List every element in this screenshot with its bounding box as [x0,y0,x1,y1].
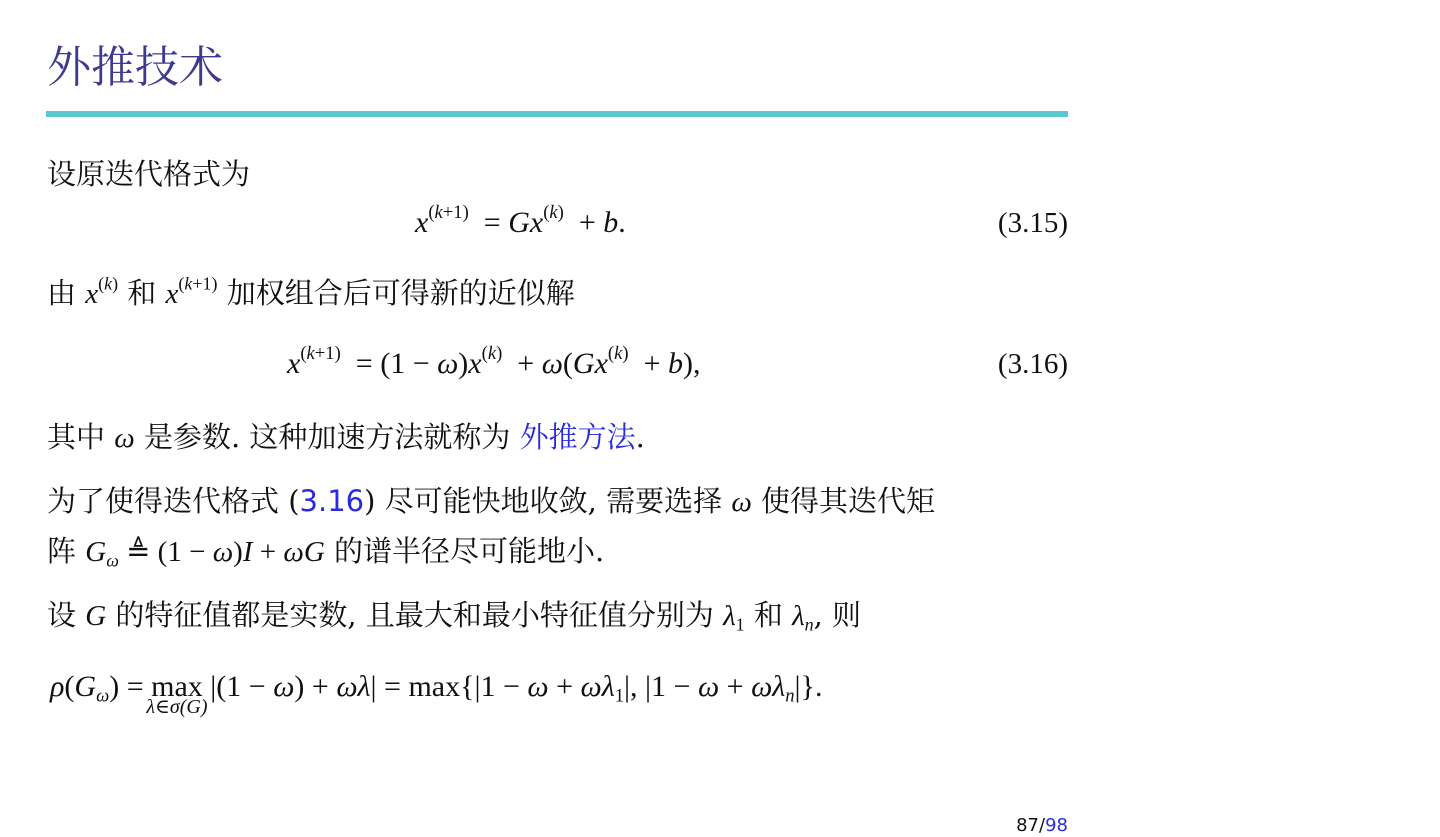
parameter-text-1: 其中 [47,420,106,454]
convergence-text-4: 阵 [47,534,77,568]
paragraph-convergence-line2: 阵 $G_\omega$ ≜ (1 − ω)I + ωG 的谱半径尽可能地小. [47,534,605,571]
paragraph-combination: 由 $x^{(k)}$ 和 $x^{(k+1)}$ 加权组合后可得新的近似解 [47,273,575,310]
page-total[interactable]: 98 [1045,815,1068,836]
title-underline [46,111,1068,117]
parameter-text-3: . [635,420,645,454]
combination-text-2: 和 [127,276,157,310]
equation-number-3-16: (3.16) [997,348,1068,380]
combination-text-3: 加权组合后可得新的近似解 [226,276,575,310]
equation-3-15: $x^{(k+1)} = Gx^{(k)} + b$. [415,202,626,239]
equation-number-3-15: (3.15) [997,207,1068,239]
paragraph-parameter: 其中 ω 是参数. 这种加速方法就称为 外推方法. [47,420,645,454]
convergence-text-3: 使得其迭代矩 [761,484,936,518]
page-separator: / [1039,815,1046,836]
equation-reference-link[interactable]: 3.16 [299,484,365,518]
equation-3-16: $x^{(k+1)} = (1 - \omega)x^{(k)} + \omega(Gx^{(k)} + b)$, [287,343,701,380]
slide-title: 外推技术 [47,42,223,93]
convergence-text-5: 的谱半径尽可能地小. [334,534,605,568]
page-current: 87 [1016,815,1040,836]
combination-text-1: 由 [47,276,77,310]
eigen-text-4: , 则 [813,598,862,632]
paragraph-eigenvalues: 设 G 的特征值都是实数, 且最大和最小特征值分别为 $\lambda_1$ 和 $\lambda_n$, 则 [47,598,862,635]
eigen-text-2: 的特征值都是实数, 且最大和最小特征值分别为 [115,598,714,632]
intro-text: 设原迭代格式为 [47,157,251,191]
extrapolation-method-link[interactable]: 外推方法 [519,420,636,454]
parameter-text-2: 是参数. 这种加速方法就称为 [143,420,511,454]
convergence-text-2: ) 尽可能快地收敛, 需要选择 [364,484,723,518]
eigen-text-3: 和 [753,598,783,632]
convergence-text-1: 为了使得迭代格式 ( [47,484,300,518]
eigen-text-1: 设 [47,598,77,632]
equation-spectral-radius: $\rho(G_\omega) = \max$ λ∈σ(G) $|(1 - \omega) + \omega\lambda| = \max\{|1 - \omega + \omega\lambda_1|$, $|1 - \omega + \omega\lambda_n|$}. [50,670,823,718]
page-number [1016,815,1068,837]
paragraph-intro [47,154,250,194]
paragraph-convergence-line1: 为了使得迭代格式 (3.16) 尽可能快地收敛, 需要选择 ω 使得其迭代矩 [47,484,936,518]
